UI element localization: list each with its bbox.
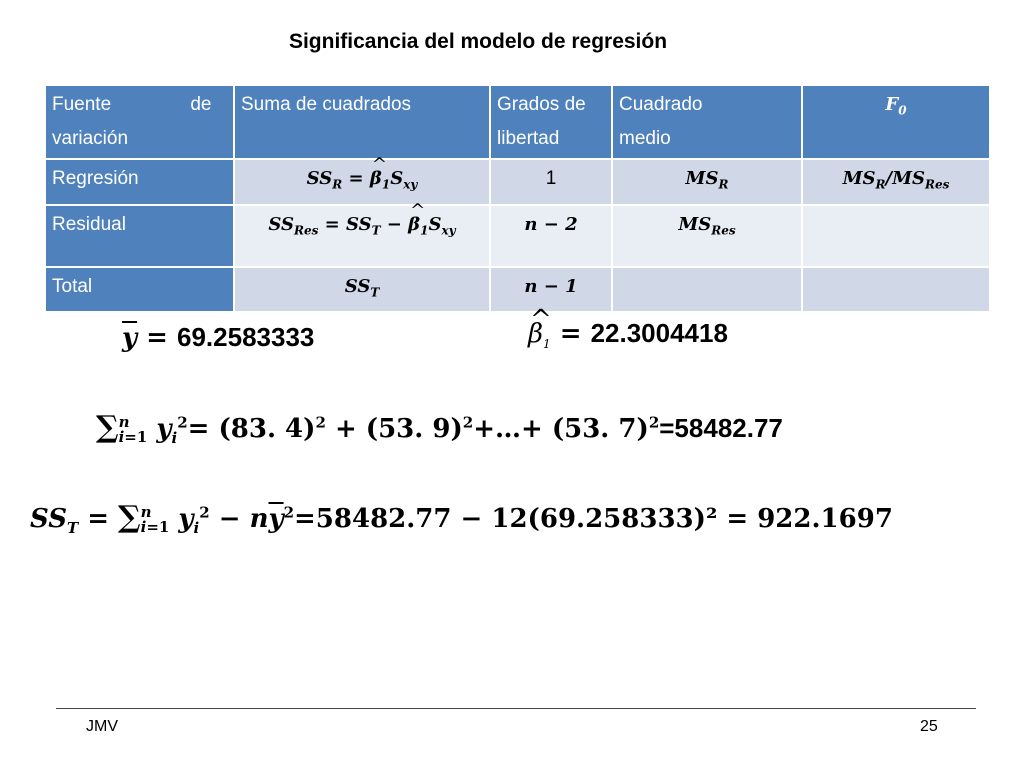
row-label-regression: Regresión	[45, 159, 234, 205]
footer-author: JMV	[86, 718, 118, 735]
beta1-value: 22.3004418	[590, 318, 728, 348]
cell-ms-residual: $MS_{Res}$	[612, 205, 802, 267]
table-row-residual	[45, 205, 990, 267]
cell-df-residual: n − 2	[490, 205, 612, 267]
cell-df-regression: 1	[490, 159, 612, 205]
cell-f-regression: $MS_R/MS_{Res}$	[802, 159, 990, 205]
cell-ss-total: $SS_T$	[234, 267, 490, 313]
slide-title: Significancia del modelo de regresión	[288, 30, 668, 53]
cell-ss-regression: $SS_R$ = ^ $\beta_1S_{xy}$	[234, 159, 490, 205]
beta1-equation: ^ $\beta_1 = 22.3004418$	[528, 318, 728, 351]
header-source: Fuente de variación	[45, 85, 234, 159]
footer-divider	[56, 708, 976, 709]
cell-f-residual	[802, 205, 990, 267]
header-df: Grados de libertad	[490, 85, 612, 159]
table-row-total	[45, 267, 990, 313]
row-label-total: Total	[45, 267, 234, 313]
cell-ms-regression: $MS_R$	[612, 159, 802, 205]
header-f0: $F_0$	[802, 85, 990, 159]
row-label-residual: Residual	[45, 205, 234, 267]
anova-table	[44, 84, 991, 313]
table-row-regression	[45, 159, 990, 205]
cell-ms-total	[612, 267, 802, 313]
cell-f-total	[802, 267, 990, 313]
cell-ss-residual: $SS_{Res} = SS_T$ − ^ $\beta_1S_{xy}$	[234, 205, 490, 267]
ybar-value: 69.2583333	[177, 322, 315, 352]
sum-y-squared-value: =58482.77	[659, 413, 783, 443]
ybar-equation: $\overline{y} = 69.2583333$	[122, 322, 315, 353]
sst-result: =58482.77 − 12(69.258333)² = 922.1697	[294, 504, 893, 534]
header-sum-squares: Suma de cuadrados	[234, 85, 490, 159]
cell-df-total: n − 1	[490, 267, 612, 313]
header-mean-square: Cuadrado medio	[612, 85, 802, 159]
sum-y-squared-equation: ∑n i=1 $y_i^2= (83$. 4)$^2$ + (53. 9)$^2$+…+ (53. 7)$^2$=58482.77	[96, 410, 783, 448]
footer-page-number: 25	[920, 718, 938, 735]
table-header-row	[45, 85, 990, 159]
sst-equation: $SS_T = \sum n$ i=1 $y_i^2 - n\overline{y}^2=58482.77 - 12(69.258333)^2 = 922.1697$	[30, 500, 893, 538]
